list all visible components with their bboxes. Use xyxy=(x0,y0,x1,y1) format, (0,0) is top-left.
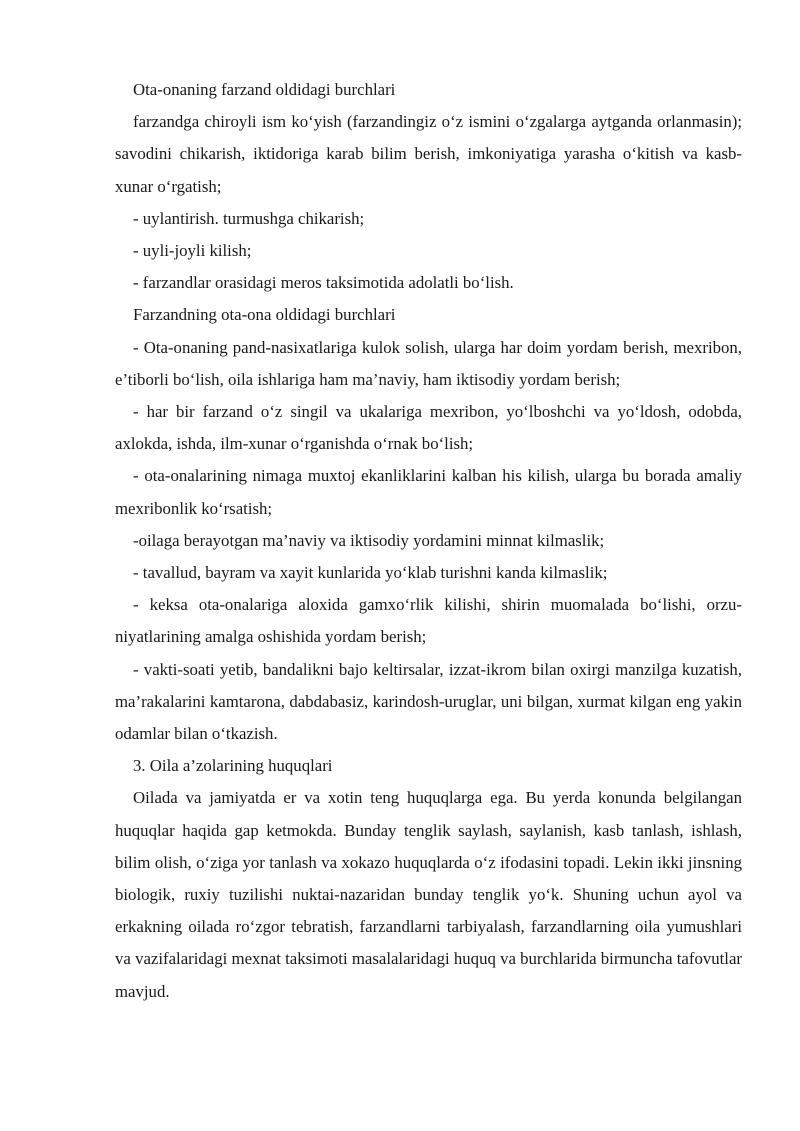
document-body xyxy=(115,74,742,1008)
list-item-housing: - uyli-joyli kilish; xyxy=(133,241,252,261)
list-item-listen-help: - Ota-onaning pand-nasixatlariga kulok solish, ularga har doim yordam berish, mexribon, e’tiborli bo‘lish, oila ishlariga ham ma’naviy, ham iktisodiy yordam berish; xyxy=(115,337,742,389)
list-item-funeral: - vakti-soati yetib, bandalikni bajo keltirsalar, izzat-ikrom bilan oxirgi manzilga kuzatish, ma’rakalarini kamtarona, dabdabasiz, karindosh-uruglar, uni bilgan, xurmat kilgan eng yakin odamlar bilan o‘tkazish. xyxy=(115,659,742,744)
heading-parent-duties: Ota-onaning farzand oldidagi burchlari xyxy=(133,80,396,99)
list-item-holiday-visits: - tavallud, bayram va xayit kunlarida yo‘klab turishni kanda kilmaslik; xyxy=(133,563,608,583)
paragraph-equal-rights: Oilada va jamiyatda er va xotin teng huquqlarga ega. Bu yerda konunda belgilangan huquqlar haqida gap ketmokda. Bunday tenglik saylash, saylanish, kasb tanlash, ishlash, bilim olish, o‘ziga yor tanlash va xokazo huquqlarda o‘z ifodasini topadi. Lekin ikki jinsning biologik, ruxiy tuzilishi nuktai-nazaridan bunday tenglik yo‘k. Shuning uchun ayol va erkakning oilada ro‘zgor tebratish, farzandlarni tarbiyalash, farzandlarning oila yumushlari va vazifalaridagi mexnat taksimoti masalalaridagi huquq va burchlarida birmuncha tafovutlar mavjud. xyxy=(115,788,742,1001)
heading-family-rights: 3. Oila a’zolarining huquqlari xyxy=(133,756,333,776)
list-item-no-reproach: -oilaga berayotgan ma’naviy va iktisodiy yordamini minnat kilmaslik; xyxy=(133,530,605,550)
heading-child-duties: Farzandning ota-ona oldidagi burchlari xyxy=(133,305,396,325)
list-item-inheritance: - farzandlar orasidagi meros taksimotida adolatli bo‘lish. xyxy=(133,273,514,293)
list-item-siblings-example: - har bir farzand o‘z singil va ukalariga mexribon, yo‘lboshchi va yo‘ldosh, odobda, axlokda, ishda, ilm-xunar o‘rganishda o‘rnak bo‘lish; xyxy=(115,402,742,454)
list-item-care-needs: - ota-onalarining nimaga muxtoj ekanliklarini kalban his kilish, ularga bu borada amaliy mexribonlik ko‘rsatish; xyxy=(115,466,742,518)
list-item-marriage: - uylantirish. turmushga chikarish; xyxy=(133,208,365,228)
list-item-elderly-care: - keksa ota-onalariga aloxida gamxo‘rlik kilishi, shirin muomalada bo‘lishi, orzu-niyatlarining amalga oshishida yordam berish; xyxy=(115,595,742,647)
paragraph-naming-education: farzandga chiroyli ism ko‘yish (farzandingiz o‘z ismini o‘zgalarga aytganda orlanmasin); savodini chikarish, iktidoriga karab bilim berish, imkoniyatiga yarasha o‘kitish va kasb-xunar o‘rgatish; xyxy=(115,112,742,196)
